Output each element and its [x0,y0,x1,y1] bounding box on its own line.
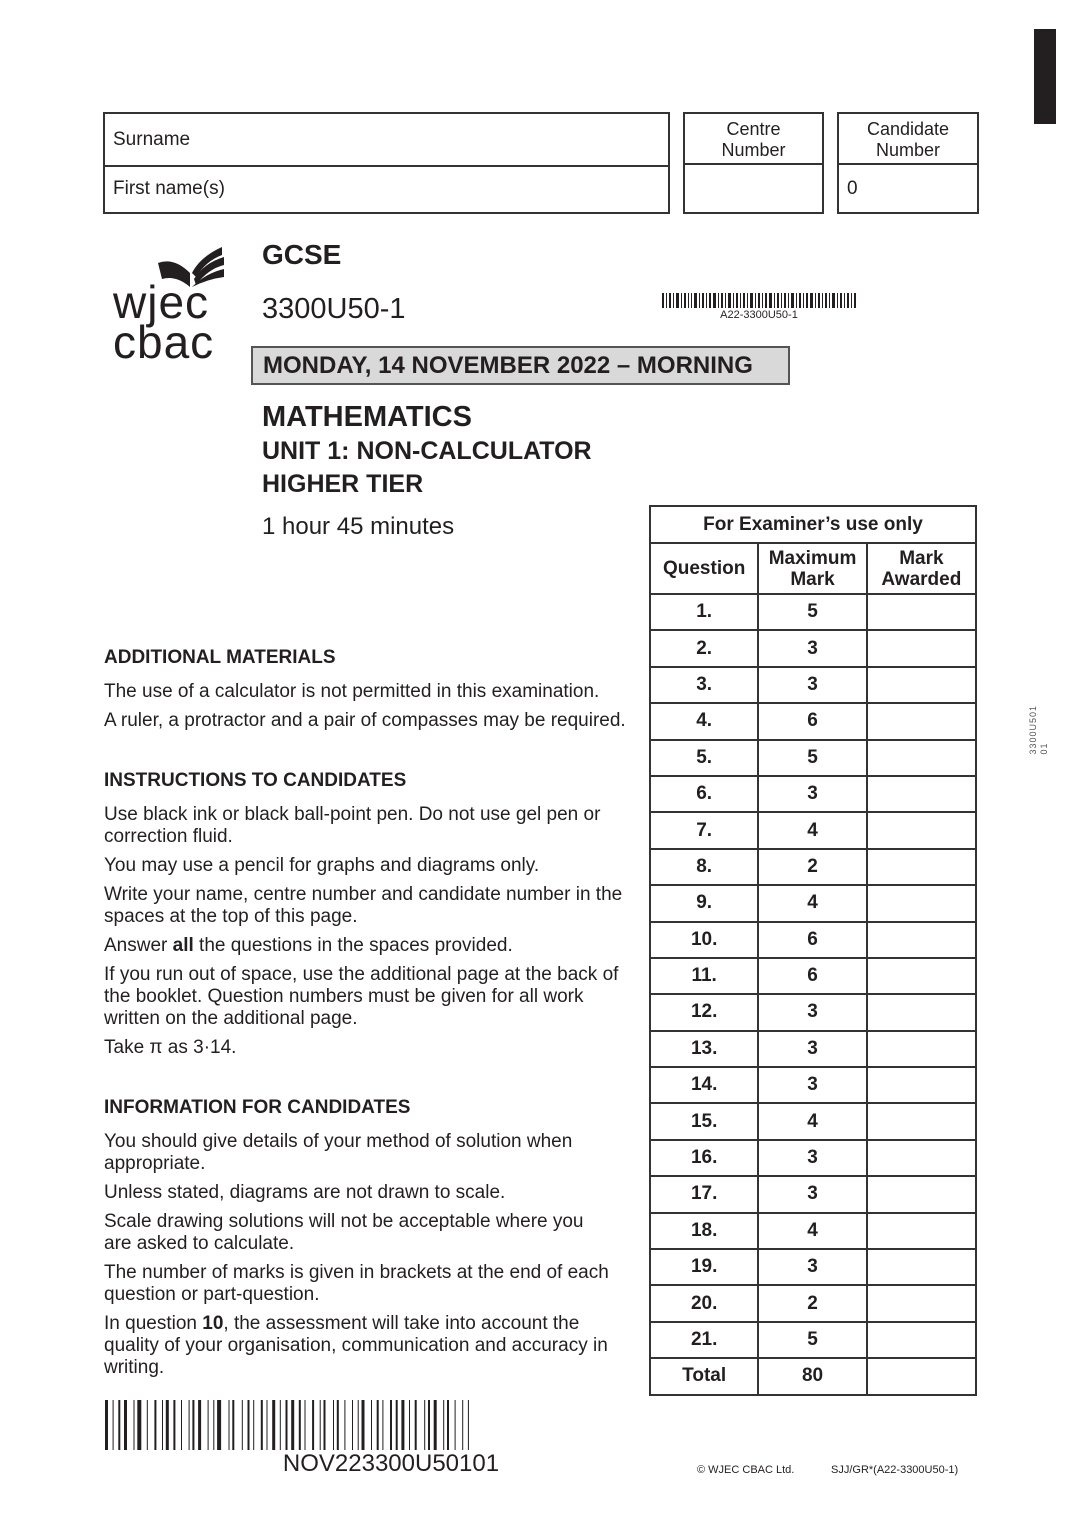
main-barcode [105,1400,627,1450]
col-maximum-mark: Maximum Mark [758,543,866,594]
question-number: 16. [650,1140,758,1176]
mark-awarded-cell[interactable] [867,849,976,885]
document-reference: SJJ/GR*(A22-3300U50-1) [831,1464,959,1476]
question-number: 13. [650,1031,758,1067]
additional-materials-heading: ADDITIONAL MATERIALS [104,647,336,668]
instruction-line: Write your name, centre number and candidate number in the spaces at the top of this page. [104,884,623,927]
col-mark-awarded: Mark Awarded [867,543,976,594]
information-line: The number of marks is given in brackets at the end of each question or part-question. [104,1262,609,1305]
total-awarded[interactable] [867,1358,976,1394]
table-row [650,1249,976,1285]
maximum-mark: 6 [758,703,866,739]
maximum-mark: 2 [758,849,866,885]
table-row [650,776,976,812]
centre-number-label: Centre Number [685,114,822,165]
maximum-mark: 5 [758,740,866,776]
duration: 1 hour 45 minutes [262,513,455,540]
maximum-mark: 3 [758,1249,866,1285]
surname-label: Surname [113,128,191,150]
table-row [650,958,976,994]
logo-text: wjec cbac [113,276,215,368]
question-number: 5. [650,740,758,776]
maximum-mark: 6 [758,958,866,994]
question-number: 6. [650,776,758,812]
instruction-line: If you run out of space, use the additional page at the back of the booklet. Question numbers must be given for all work written on the additional page. [104,964,619,1029]
instruction-line: Answer all the questions in the spaces provided. [104,935,513,956]
centre-number-box [683,112,824,214]
candidate-number-field[interactable]: 0 [847,177,858,199]
mark-awarded-cell[interactable] [867,1322,976,1358]
mark-awarded-cell[interactable] [867,1285,976,1321]
information-line: You should give details of your method of solution when appropriate. [104,1131,573,1174]
table-row [650,667,976,703]
mark-awarded-cell[interactable] [867,922,976,958]
question-number: 15. [650,1103,758,1139]
information-heading: INFORMATION FOR CANDIDATES [104,1097,411,1118]
question-number: 14. [650,1067,758,1103]
col-question: Question [650,543,758,594]
maximum-mark: 3 [758,667,866,703]
table-row [650,1285,976,1321]
table-row [650,740,976,776]
maximum-mark: 4 [758,1213,866,1249]
table-row [650,594,976,630]
question-number: 2. [650,630,758,666]
main-barcode-text: NOV223300U50101 [282,1450,500,1477]
table-row [650,994,976,1030]
mark-awarded-cell[interactable] [867,1140,976,1176]
mark-awarded-cell[interactable] [867,812,976,848]
candidate-number-box [837,112,979,214]
mark-awarded-cell[interactable] [867,1213,976,1249]
unit-title: UNIT 1: NON-CALCULATOR [262,437,592,465]
mark-awarded-cell[interactable] [867,1176,976,1212]
maximum-mark: 3 [758,994,866,1030]
maximum-mark: 3 [758,776,866,812]
maximum-mark: 4 [758,1103,866,1139]
maximum-mark: 3 [758,1140,866,1176]
question-number: 9. [650,885,758,921]
mark-awarded-cell[interactable] [867,594,976,630]
table-row [650,630,976,666]
total-max: 80 [758,1358,866,1394]
surname-field[interactable] [105,114,668,167]
table-row [650,1322,976,1358]
information-line: Scale drawing solutions will not be acceptable where you are asked to calculate. [104,1211,584,1254]
mark-awarded-cell[interactable] [867,1103,976,1139]
table-row [650,1213,976,1249]
table-caption: For Examiner’s use only [650,506,976,543]
table-row [650,885,976,921]
side-code: 3300U501 01 [1028,705,1049,755]
wjec-cbac-logo [113,240,223,368]
maximum-mark: 3 [758,1031,866,1067]
instructions-heading: INSTRUCTIONS TO CANDIDATES [104,770,407,791]
small-barcode-text: A22-3300U50-1 [720,309,798,321]
subject-title: MATHEMATICS [262,401,472,433]
mark-awarded-cell[interactable] [867,776,976,812]
maximum-mark: 5 [758,594,866,630]
instruction-line: You may use a pencil for graphs and diagrams only. [104,855,540,876]
copyright: © WJEC CBAC Ltd. [697,1464,795,1476]
first-name-field[interactable] [105,165,668,212]
first-name-label: First name(s) [113,177,225,199]
name-box [103,112,670,214]
question-number: 4. [650,703,758,739]
mark-awarded-cell[interactable] [867,994,976,1030]
registration-mark [1034,29,1056,124]
mark-awarded-cell[interactable] [867,667,976,703]
table-row [650,1103,976,1139]
question-number: 3. [650,667,758,703]
additional-materials-line: A ruler, a protractor and a pair of compasses may be required. [104,710,626,731]
mark-awarded-cell[interactable] [867,1031,976,1067]
total-row [650,1358,976,1394]
question-number: 19. [650,1249,758,1285]
total-label: Total [650,1358,758,1394]
table-row [650,849,976,885]
question-number: 7. [650,812,758,848]
question-number: 11. [650,958,758,994]
table-row [650,1176,976,1212]
small-barcode [662,293,856,308]
information-line: Unless stated, diagrams are not drawn to scale. [104,1182,506,1203]
maximum-mark: 2 [758,1285,866,1321]
table-row [650,1067,976,1103]
table-row [650,1140,976,1176]
question-number: 17. [650,1176,758,1212]
question-number: 10. [650,922,758,958]
mark-awarded-cell[interactable] [867,958,976,994]
paper-code: 3300U50-1 [262,293,406,325]
instruction-line: Take π as 3·14. [104,1037,237,1058]
table-row [650,1031,976,1067]
candidate-number-label: Candidate Number [839,114,977,165]
question-number: 1. [650,594,758,630]
mark-awarded-cell[interactable] [867,703,976,739]
maximum-mark: 4 [758,885,866,921]
question-number: 12. [650,994,758,1030]
mark-awarded-cell[interactable] [867,740,976,776]
question-number: 21. [650,1322,758,1358]
maximum-mark: 3 [758,1176,866,1212]
question-number: 18. [650,1213,758,1249]
maximum-mark: 3 [758,1067,866,1103]
additional-materials-line: The use of a calculator is not permitted in this examination. [104,681,600,702]
maximum-mark: 4 [758,812,866,848]
centre-number-field[interactable] [685,165,822,212]
question-number: 8. [650,849,758,885]
mark-awarded-cell[interactable] [867,630,976,666]
examiner-marks-table [649,505,977,1396]
mark-awarded-cell[interactable] [867,1067,976,1103]
maximum-mark: 5 [758,1322,866,1358]
instruction-line: Use black ink or black ball-point pen. Do not use gel pen or correction fluid. [104,804,601,847]
tier-title: HIGHER TIER [262,470,424,498]
table-row [650,812,976,848]
information-line: In question 10, the assessment will take into account the quality of your organisation, communication and accuracy in writing. [104,1313,608,1378]
table-row [650,703,976,739]
exam-date: MONDAY, 14 NOVEMBER 2022 – MORNING [251,346,790,385]
question-number: 20. [650,1285,758,1321]
maximum-mark: 3 [758,630,866,666]
qualification: GCSE [262,239,342,270]
mark-awarded-cell[interactable] [867,885,976,921]
table-row [650,922,976,958]
mark-awarded-cell[interactable] [867,1249,976,1285]
maximum-mark: 6 [758,922,866,958]
